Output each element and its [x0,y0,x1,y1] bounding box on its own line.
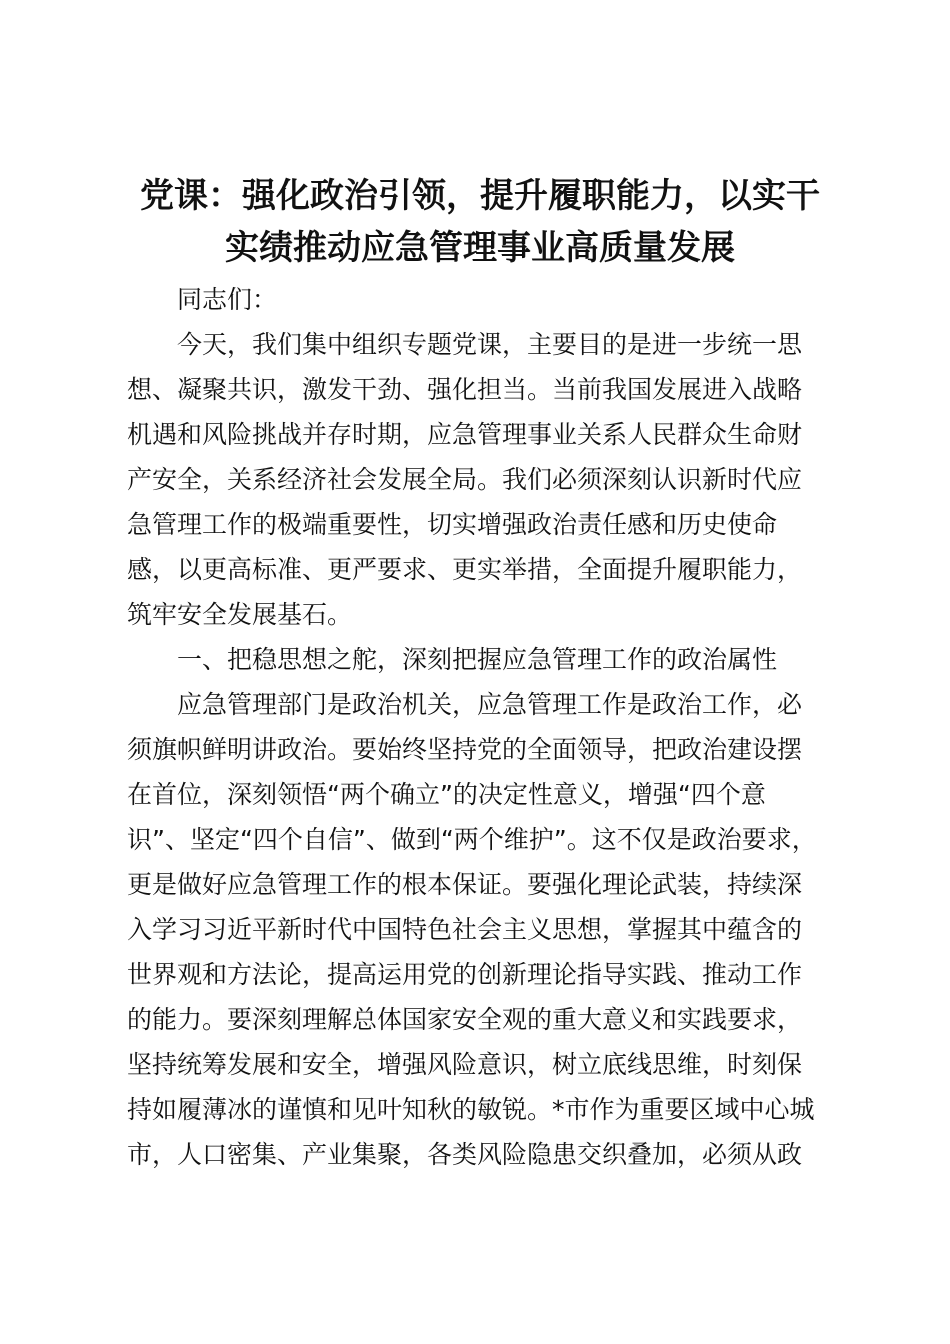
paragraph-line: 更是做好应急管理工作的根本保证。要强化理论武装，持续深 [127,870,803,899]
section-heading-1: 一、把稳思想之舵，深刻把握应急管理工作的政治属性 [177,645,778,674]
title-line-1: 党课：强化政治引领，提升履职能力，以实干 [140,176,820,216]
paragraph-1 [127,322,827,637]
paragraph-line: 须旗帜鲜明讲政治。要始终坚持党的全面领导，把政治建设摆 [127,735,803,764]
document-title [125,170,835,274]
paragraph-2 [127,682,827,1177]
paragraph-line: 持如履薄冰的谨慎和见叶知秋的敏锐。*市作为重要区域中心城 [127,1095,815,1124]
paragraph-line: 急管理工作的极端重要性，切实增强政治责任感和历史使命 [127,510,778,539]
salutation: 同志们： [177,285,278,314]
paragraph-line: 产安全，关系经济社会发展全局。我们必须深刻认识新时代应 [127,465,803,494]
paragraph-line: 感，以更高标准、更严要求、更实举措，全面提升履职能力， [127,555,803,584]
paragraph-line: 想、凝聚共识，激发干劲、强化担当。当前我国发展进入战略 [127,375,803,404]
title-line-2: 实绩推动应急管理事业高质量发展 [225,228,735,268]
paragraph-line: 的能力。要深刻理解总体国家安全观的重大意义和实践要求， [127,1005,803,1034]
paragraph-line: 在首位，深刻领悟“两个确立”的决定性意义，增强“四个意 [127,780,766,809]
paragraph-line: 识”、坚定“四个自信”、做到“两个维护”。这不仅是政治要求， [127,825,817,854]
paragraph-line: 市，人口密集、产业集聚，各类风险隐患交织叠加，必须从政 [127,1140,803,1169]
paragraph-line: 机遇和风险挑战并存时期，应急管理事业关系人民群众生命财 [127,420,803,449]
paragraph-line: 应急管理部门是政治机关，应急管理工作是政治工作，必 [177,690,803,719]
paragraph-line: 今天，我们集中组织专题党课，主要目的是进一步统一思 [177,330,803,359]
paragraph-line: 坚持统筹发展和安全，增强风险意识，树立底线思维，时刻保 [127,1050,803,1079]
paragraph-line: 筑牢安全发展基石。 [127,600,353,629]
document-body [127,277,827,1177]
paragraph-line: 世界观和方法论，提高运用党的创新理论指导实践、推动工作 [127,960,803,989]
paragraph-line: 入学习习近平新时代中国特色社会主义思想，掌握其中蕴含的 [127,915,803,944]
